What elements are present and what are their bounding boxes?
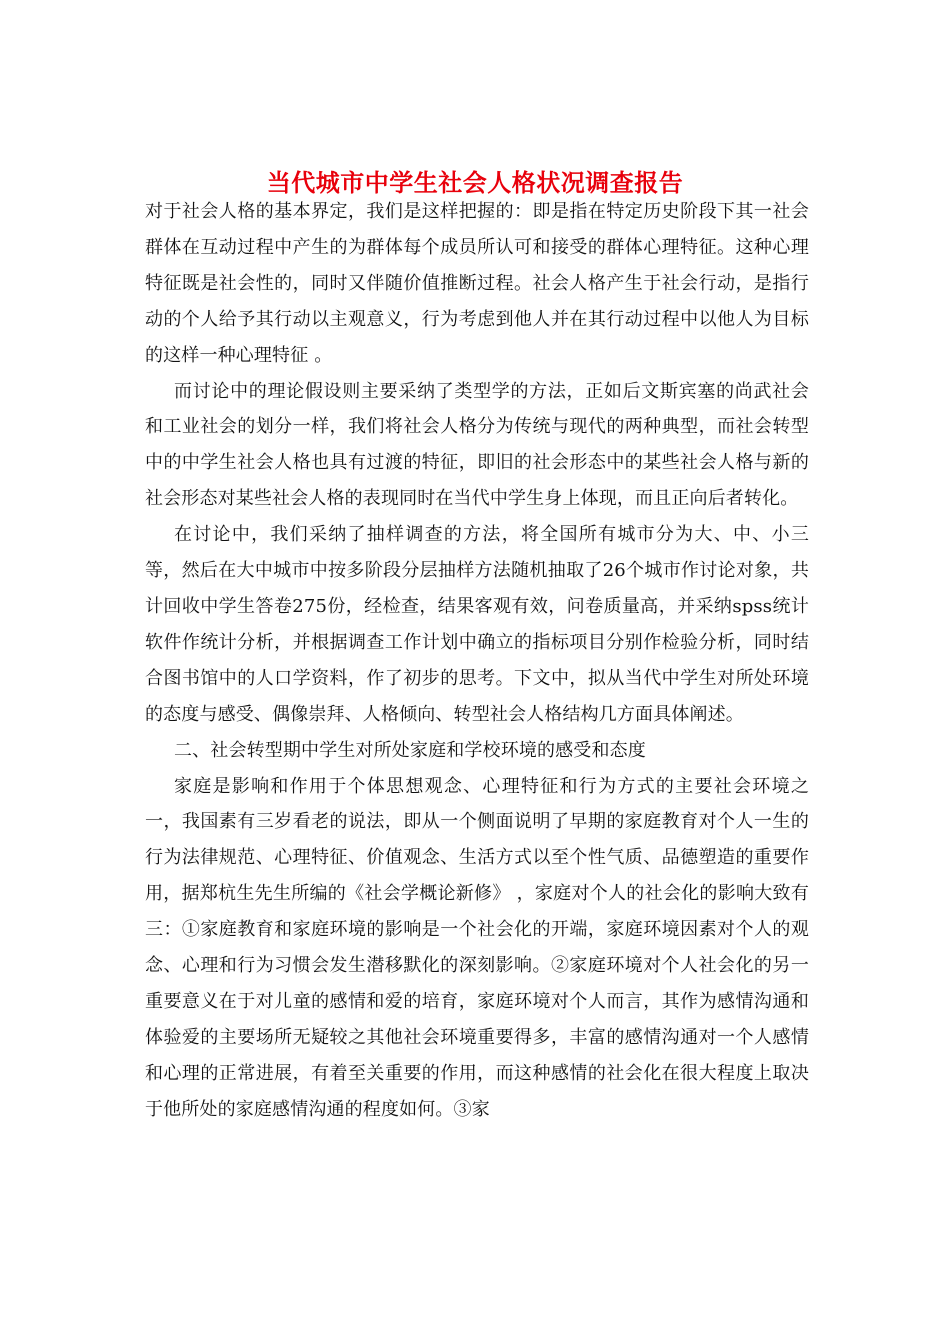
paragraph-definition: 对于社会人格的基本界定，我们是这样把握的：即是指在特定历史阶段下其一社会群体在互动过程中产生的为群体每个成员所认可和接受的群体心理特征。这种心理特征既是社会性的，同时又伴随价值推断过程。社会人格产生于社会行动，是指行动的个人给予其行动以主观意义，行为考虑到他人并在其行动过程中以他人为目标的这样一种心理特征 。 bbox=[145, 201, 809, 366]
section-heading-2: 二、社会转型期中学生对所处家庭和学校环境的感受和态度 bbox=[174, 739, 646, 761]
paragraph-theory: 而讨论中的理论假设则主要采纳了类型学的方法，正如后文斯宾塞的尚武社会和工业社会的划分一样，我们将社会人格分为传统与现代的两种典型，而社会转型中的中学生社会人格也具有过渡的特征，即旧的社会形态中的某些社会人格与新的社会形态对某些社会人格的表现同时在当代中学生身上体现，而且正向后者转化。 bbox=[145, 380, 809, 510]
document-body bbox=[145, 194, 809, 1128]
document-title: 当代城市中学生社会人格状况调查报告 bbox=[266, 168, 684, 198]
paragraph-method: 在讨论中，我们采纳了抽样调查的方法，将全国所有城市分为大、中、小三等，然后在大中城市中按多阶段分层抽样方法随机抽取了26个城市作讨论对象，共计回收中学生答卷275份，经检查，结果客观有效，问卷质量高，并采纳spss统计软件作统计分析，并根据调查工作计划中确立的指标项目分别作检验分析，同时结合图书馆中的人口学资料，作了初步的思考。下文中，拟从当代中学生对所处环境的态度与感受、偶像崇拜、人格倾向、转型社会人格结构几方面具体阐述。 bbox=[145, 524, 809, 725]
paragraph-family: 家庭是影响和作用于个体思想观念、心理特征和行为方式的主要社会环境之一，我国素有三岁看老的说法，即从一个侧面说明了早期的家庭教育对个人一生的行为法律规范、心理特征、价值观念、生活方式以至个性气质、品德塑造的重要作用，据郑杭生先生所编的《社会学概论新修》 ，家庭对个人的社会化的影响大致有三：①家庭教育和家庭环境的影响是一个社会化的开端，家庭环境因素对个人的观念、心理和行为习惯会发生潜移默化的深刻影响。②家庭环境对个人社会化的另一重要意义在于对儿童的感情和爱的培育，家庭环境对个人而言，其作为感情沟通和体验爱的主要场所无疑较之其他社会环境重要得多，丰富的感情沟通对一个人感情和心理的正常进展，有着至关重要的作用，而这种感情的社会化在很大程度上取决于他所处的家庭感情沟通的程度如何。③家 bbox=[145, 775, 809, 1120]
